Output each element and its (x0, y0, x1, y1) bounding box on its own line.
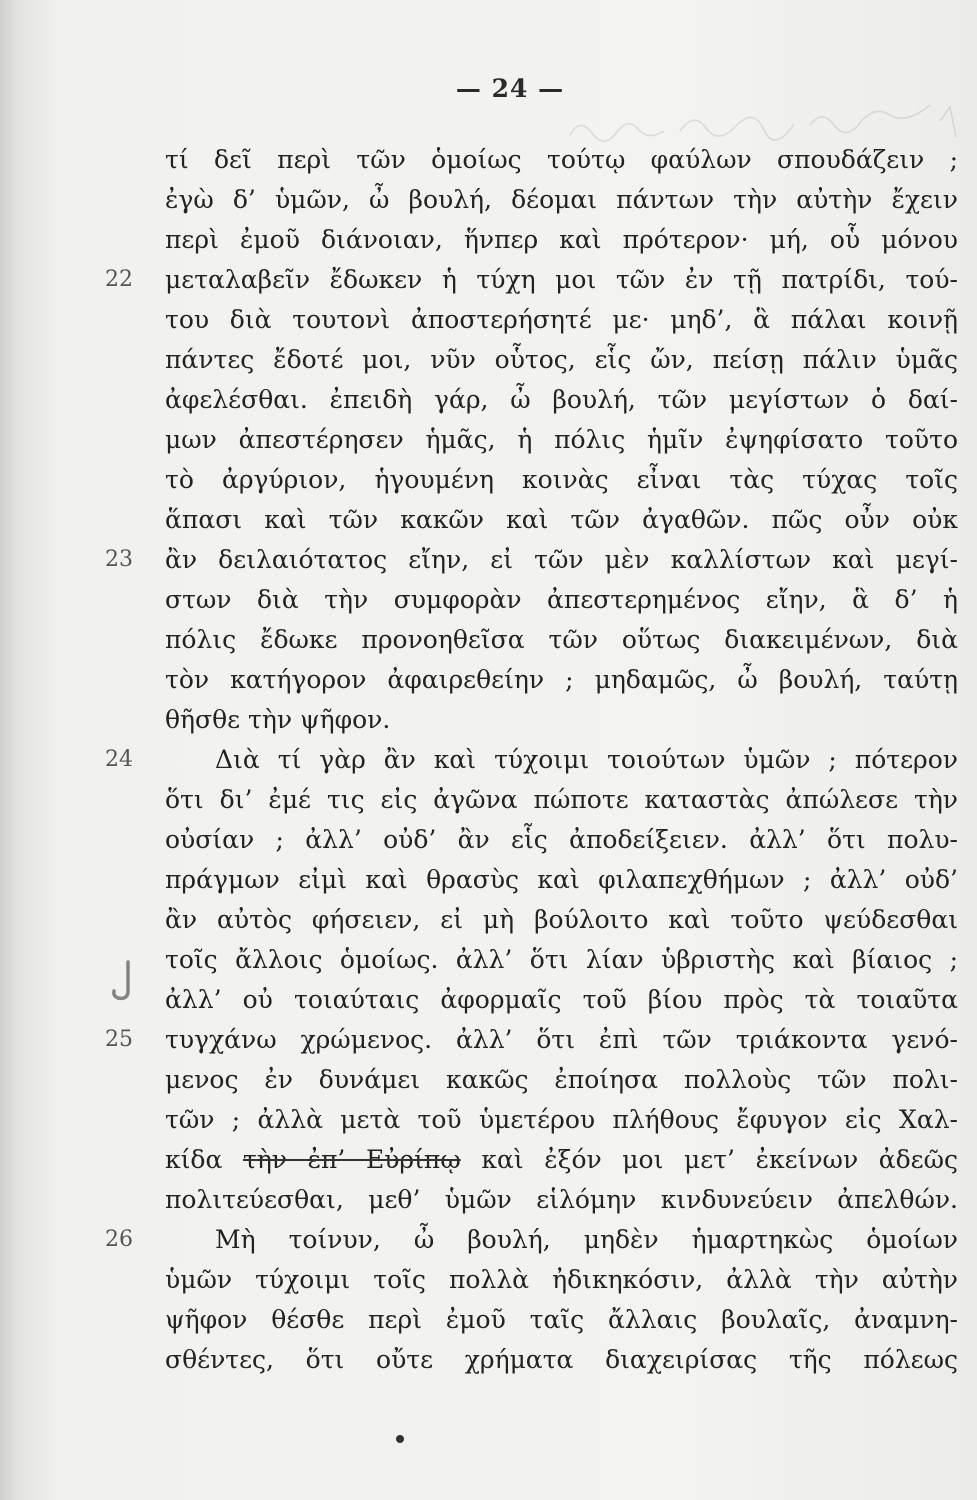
text-line: τὸν κατήγορον ἀφαιρεθείην ; μηδαμῶς, ὦ βουλή, ταύτῃ (165, 665, 958, 694)
text-line: ἅπασι καὶ τῶν κακῶν καὶ τῶν ἀγαθῶν. πῶς οὖν οὐκ (165, 505, 958, 534)
text-line: ὑμῶν τύχοιμι τοῖς πολλὰ ἠδικηκόσιν, ἀλλὰ τὴν αὐτὴν (165, 1265, 958, 1294)
text-line: 22 μεταλαβεῖν ἔδωκεν ἡ τύχη μοι τῶν ἐν τῇ πατρίδι, τού- (165, 260, 958, 300)
section-number: 25 (105, 1027, 133, 1052)
text-line: πράγμων εἰμὶ καὶ θρασὺς καὶ φιλαπεχθήμων ; ἀλλ’ οὐδ’ (165, 865, 958, 894)
text-line: θῆσθε τὴν ψῆφον. (165, 705, 391, 734)
text-line: 24 Διὰ τί γὰρ ἂν καὶ τύχοιμι τοιούτων ὑμῶν ; πότερον (165, 740, 958, 780)
text-line: 25 τυγχάνω χρώμενος. ἀλλ’ ὅτι ἐπὶ τῶν τριάκοντα γενό- (165, 1020, 958, 1060)
page-number: — 24 — (455, 74, 565, 103)
text-line: μενος ἐν δυνάμει κακῶς ἐποίησα πολλοὺς τῶν πολι- (165, 1065, 958, 1094)
text-line: ἐγὼ δ’ ὑμῶν, ὦ βουλή, δέομαι πάντων τὴν αὐτὴν ἔχειν (165, 185, 958, 214)
struck-through-text: τὴν ἐπ’ Εὐρίπῳ (242, 1145, 461, 1174)
text-line: ἀφελέσθαι. ἐπειδὴ γάρ, ὦ βουλή, τῶν μεγίστων ὁ δαί- (165, 385, 958, 414)
text-line: του διὰ τουτονὶ ἀποστερήσητέ με· μηδ’, ἃ πάλαι κοινῇ (165, 305, 958, 334)
text-line: σθέντες, ὅτι οὔτε χρήματα διαχειρίσας τῆς πόλεως (165, 1345, 958, 1374)
section-number: 23 (105, 547, 133, 572)
text-line: ἀλλ’ οὐ τοιαύταις ἀφορμαῖς τοῦ βίου πρὸς τὰ τοιαῦτα (165, 985, 958, 1014)
text-line: περὶ ἐμοῦ διάνοιαν, ἥνπερ καὶ πρότερον· μή, οὗ μόνου (165, 225, 958, 254)
text-line: τί δεῖ περὶ τῶν ὁμοίως τούτῳ φαύλων σπουδάζειν ; (165, 145, 958, 174)
text-line: τῶν ; ἀλλὰ μετὰ τοῦ ὑμετέρου πλήθους ἔφυγον εἰς Χαλ- (165, 1105, 958, 1134)
body-text (105, 140, 959, 1380)
text-line: ἂν αὐτὸς φήσειεν, εἰ μὴ βούλοιτο καὶ τοῦτο ψεύδεσθαι (165, 905, 958, 934)
pencil-mark (108, 958, 138, 1004)
text-line: 26 Μὴ τοίνυν, ὦ βουλή, μηδὲν ἡμαρτηκὼς ὁμοίων (165, 1220, 958, 1260)
text-line: τοῖς ἄλλοις ὁμοίως. ἀλλ’ ὅτι λίαν ὑβριστὴς καὶ βίαιος ; (165, 945, 958, 974)
section-number: 22 (105, 267, 133, 292)
text-line: πάντες ἔδοτέ μοι, νῦν οὗτος, εἷς ὤν, πείσῃ πάλιν ὑμᾶς (165, 345, 958, 374)
text-line: πόλις ἔδωκε προνοηθεῖσα τῶν οὕτως διακειμένων, διὰ (165, 625, 958, 654)
text-line: 23 ἂν δειλαιότατος εἴην, εἰ τῶν μὲν καλλίστων καὶ μεγί- (165, 540, 958, 580)
text-line: κίδα τὴν ἐπ’ Εὐρίπῳ καὶ ἐξόν μοι μετ’ ἐκείνων ἀδεῶς (165, 1145, 959, 1174)
ink-dot (393, 1432, 407, 1446)
text-line: πολιτεύεσθαι, μεθ’ ὑμῶν εἱλόμην κινδυνεύειν ἀπελθών. (165, 1185, 958, 1214)
text-line: ὅτι δι’ ἐμέ τις εἰς ἀγῶνα πώποτε καταστὰς ἀπώλεσε τὴν (165, 785, 958, 814)
text-line: μων ἀπεστέρησεν ἡμᾶς, ἡ πόλις ἡμῖν ἐψηφίσατο τοῦτο (165, 425, 958, 454)
text-line: στων διὰ τὴν συμφορὰν ἀπεστερημένος εἴην, ἃ δ’ ἡ (165, 585, 958, 614)
section-number: 24 (105, 747, 133, 772)
text-line: οὐσίαν ; ἀλλ’ οὐδ’ ἂν εἷς ἀποδείξειεν. ἀλλ’ ὅτι πολυ- (165, 825, 958, 854)
text-line: ψῆφον θέσθε περὶ ἐμοῦ ταῖς ἄλλαις βουλαῖς, ἀναμνη- (165, 1305, 958, 1334)
section-number: 26 (105, 1227, 133, 1252)
text-line: τὸ ἀργύριον, ἡγουμένη κοινὰς εἶναι τὰς τύχας τοῖς (165, 465, 958, 494)
